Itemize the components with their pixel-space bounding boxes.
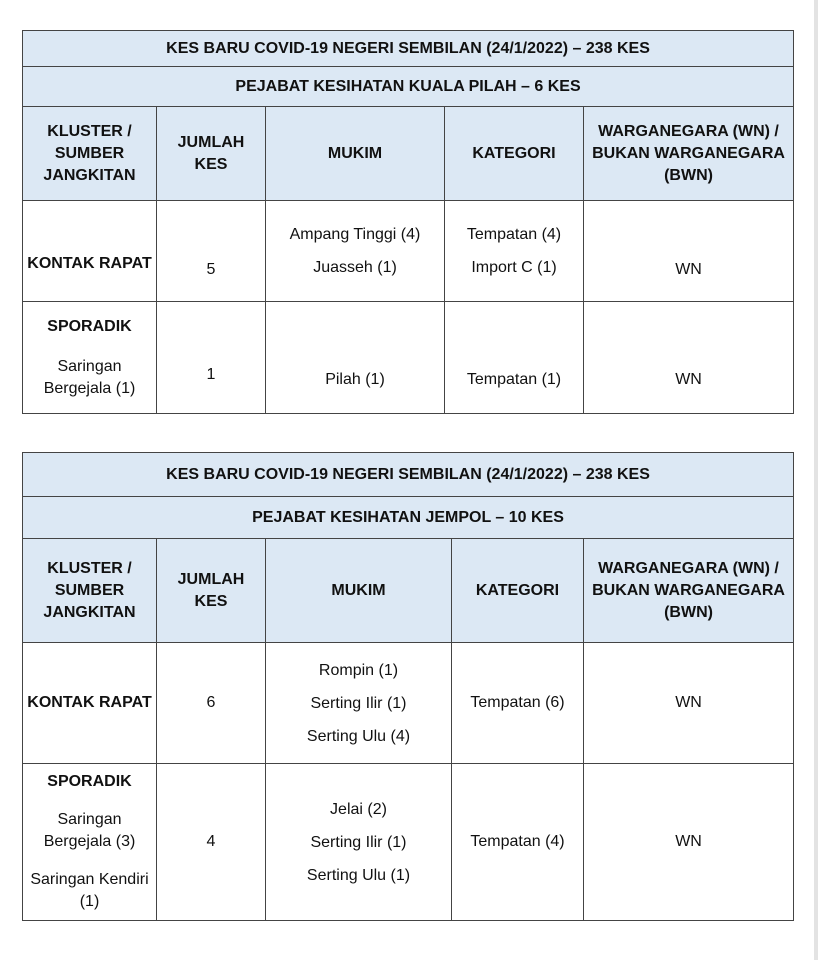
col-header-mukim: MUKIM	[266, 107, 445, 201]
col-header-kategori: KATEGORI	[452, 539, 584, 643]
case-table-kuala-pilah	[22, 30, 794, 414]
kategori-cell: Tempatan (1)	[445, 302, 584, 414]
col-header-kluster: KLUSTER / SUMBER JANGKITAN	[23, 107, 157, 201]
wn-cell: WN	[584, 643, 794, 764]
table-title: KES BARU COVID-19 NEGERI SEMBILAN (24/1/2022) – 238 KES	[23, 31, 794, 67]
col-header-mukim: MUKIM	[266, 539, 452, 643]
table-subtitle: PEJABAT KESIHATAN KUALA PILAH – 6 KES	[23, 67, 794, 107]
kategori-cell: Tempatan (4)	[452, 764, 584, 921]
col-header-jumlah: JUMLAH KES	[157, 539, 266, 643]
jumlah-cell: 6	[157, 643, 266, 764]
mukim-cell: Ampang Tinggi (4) Juasseh (1)	[266, 201, 445, 302]
kluster-cell: KONTAK RAPAT	[23, 643, 157, 764]
mukim-cell: Pilah (1)	[266, 302, 445, 414]
mukim-cell: Rompin (1) Serting Ilir (1) Serting Ulu (4)	[266, 643, 452, 764]
col-header-warganegara: WARGANEGARA (WN) / BUKAN WARGANEGARA (BWN)	[584, 107, 794, 201]
col-header-kluster: KLUSTER / SUMBER JANGKITAN	[23, 539, 157, 643]
col-header-warganegara: WARGANEGARA (WN) / BUKAN WARGANEGARA (BWN)	[584, 539, 794, 643]
kluster-cell: SPORADIK Saringan Bergejala (3) Saringan Kendiri (1)	[23, 764, 157, 921]
wn-cell: WN	[584, 201, 794, 302]
col-header-kategori: KATEGORI	[445, 107, 584, 201]
table-row	[23, 201, 794, 302]
table-row	[23, 643, 794, 764]
kluster-cell: SPORADIK Saringan Bergejala (1)	[23, 302, 157, 414]
table-title: KES BARU COVID-19 NEGERI SEMBILAN (24/1/2022) – 238 KES	[23, 453, 794, 497]
table-row	[23, 302, 794, 414]
jumlah-cell: 1	[157, 302, 266, 414]
case-table-jempol	[22, 452, 794, 921]
mukim-cell: Jelai (2) Serting Ilir (1) Serting Ulu (1)	[266, 764, 452, 921]
table-row	[23, 764, 794, 921]
kategori-cell: Tempatan (6)	[452, 643, 584, 764]
jumlah-cell: 5	[157, 201, 266, 302]
wn-cell: WN	[584, 764, 794, 921]
jumlah-cell: 4	[157, 764, 266, 921]
col-header-jumlah: JUMLAH KES	[157, 107, 266, 201]
wn-cell: WN	[584, 302, 794, 414]
page-edge	[814, 0, 818, 960]
table-subtitle: PEJABAT KESIHATAN JEMPOL – 10 KES	[23, 497, 794, 539]
kluster-cell: KONTAK RAPAT	[23, 201, 157, 302]
kategori-cell: Tempatan (4) Import C (1)	[445, 201, 584, 302]
